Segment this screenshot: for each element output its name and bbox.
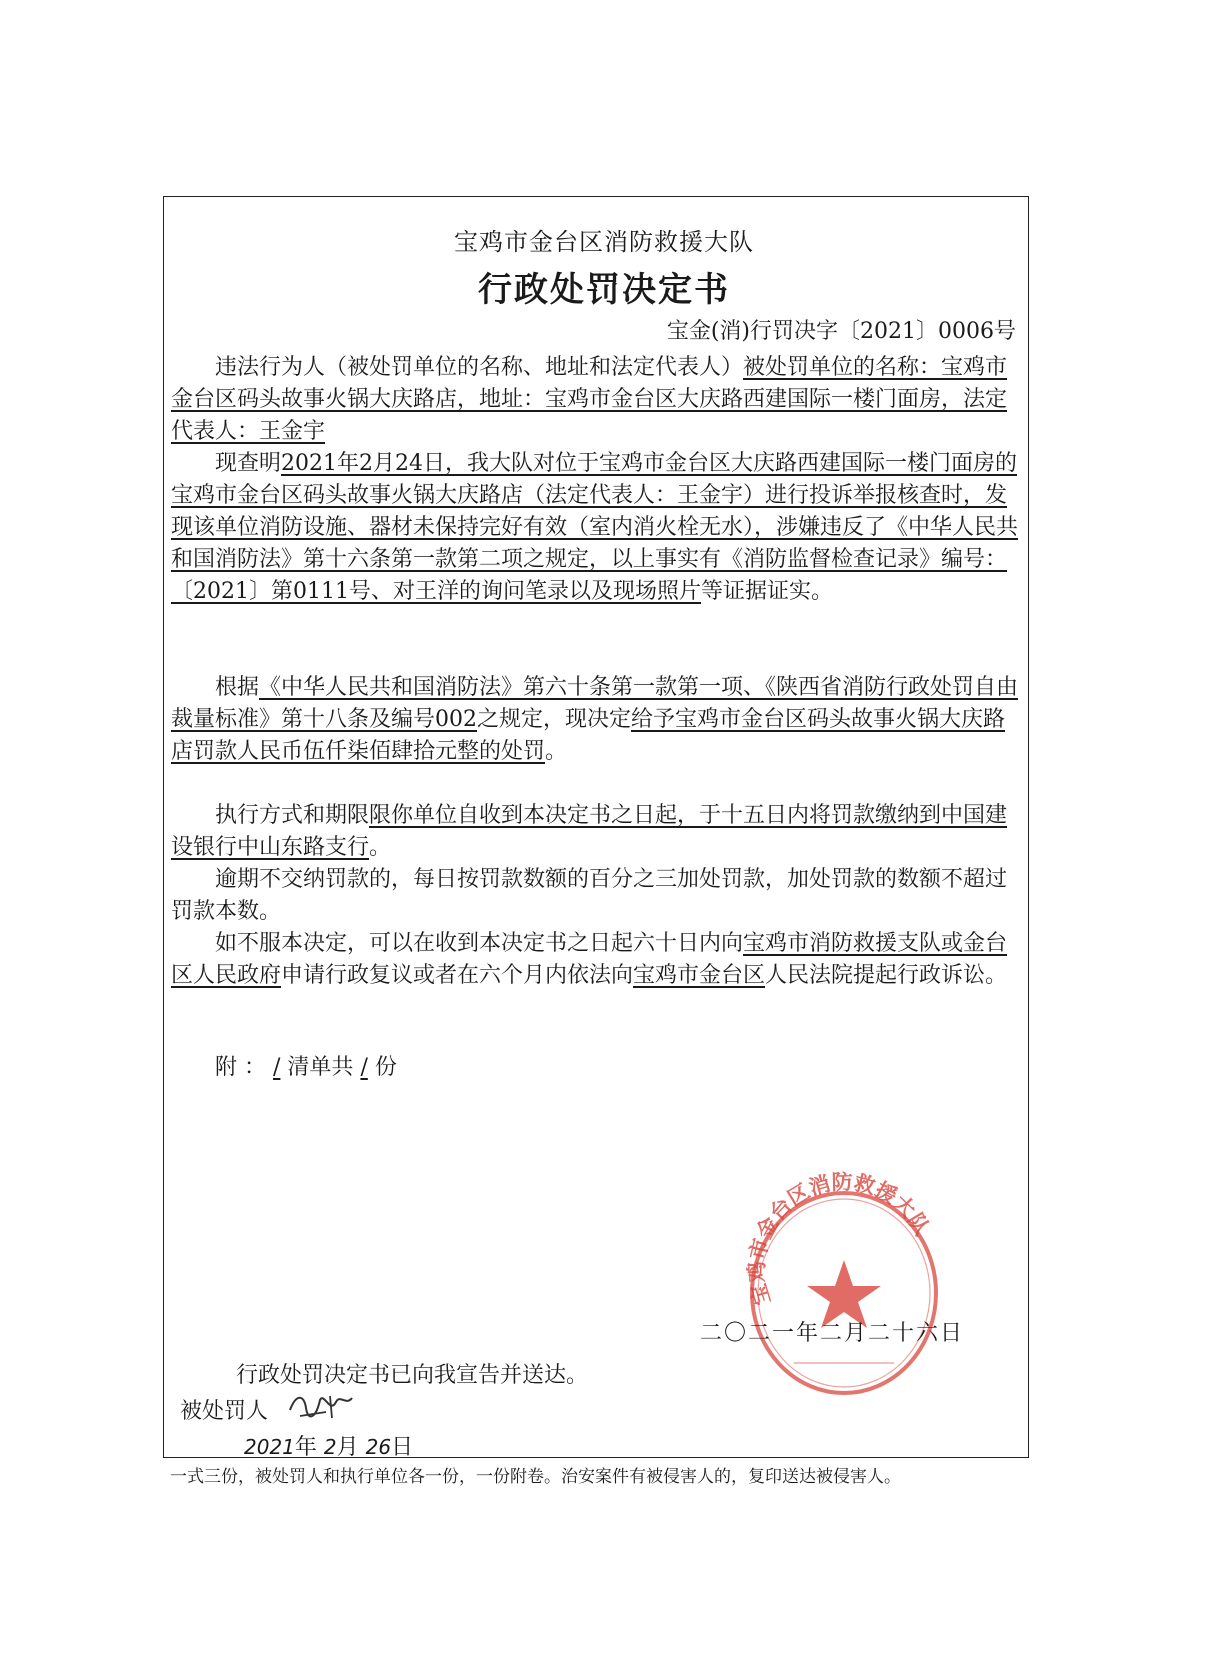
execution-terms: 限你单位自收到本决定书之日起，于十五日内将罚款缴纳到中国建设银行中山东路支行 (171, 803, 1008, 860)
footnote: 一式三份，被处罚人和执行单位各一份，一份附卷。治安案件有被侵害人的，复印送达被侵害人。 (170, 1467, 901, 1487)
late-payment-paragraph: 逾期不交纳罚款的，每日按罚款数额的百分之三加处罚款，加处罚款的数额不超过罚款本数。 (171, 867, 1008, 924)
penalty-decision: 给予宝鸡市金台区码头故事火锅大庆路店罚款人民币伍仟柒佰肆拾元整的处罚 (171, 707, 1006, 764)
issuing-organization: 宝鸡市金台区消防救援大队 (454, 228, 754, 256)
execution-lead: 执行方式和期限 (215, 803, 370, 828)
appeal-tail: 人民法院提起行政诉讼。 (765, 963, 1008, 988)
day-label: 日 (391, 1435, 414, 1460)
offender-details: 被处罚单位的名称：宝鸡市金台区码头故事火锅大庆路店，地址：宝鸡市金台区大庆路西建国际一楼门面房，法定代表人：王金宇 (171, 355, 1008, 444)
recipient-signature (286, 1388, 356, 1422)
seal-text: 宝鸡市金台区消防救援大队 (744, 1169, 936, 1309)
execution-paragraph (171, 800, 1021, 864)
month-label: 月 (336, 1435, 359, 1460)
document-title: 行政处罚决定书 (478, 270, 730, 310)
offender-paragraph (171, 352, 1021, 448)
attachment-count: / (273, 1055, 281, 1080)
appeal-lead: 如不服本决定，可以在收到本决定书之日起六十日内向 (215, 931, 744, 956)
issue-date: 二〇二一年二月二十六日 (700, 1321, 965, 1346)
receipt-month: 2 (323, 1435, 337, 1459)
evidence-list: 《消防监督检查记录》编号：〔2021〕第0111号、对王洋的询问笔录以及现场照片 (171, 547, 1008, 604)
receipt-day: 26 (365, 1435, 392, 1459)
findings-details: 2021年2月24日，我大队对位于宝鸡市金台区大庆路西建国际一楼门面房的宝鸡市金台区码头故事火锅大庆路店（法定代表人：王金宇）进行投诉举报核查时，发现该单位消防设施、器材未保持完好有效（室内消火栓无水），涉嫌违反了《中华人民共和国消防法》第十六条第一款第二项之规定，以上事实有 (171, 451, 1019, 572)
attachment-mid: 清单共 (287, 1055, 354, 1080)
decision-paragraph (171, 672, 1021, 768)
decision-lead: 之规定，现决定 (477, 707, 632, 732)
offender-lead: 违法行为人（被处罚单位的名称、地址和法定代表人） (215, 355, 744, 380)
attachment-copies: / (360, 1055, 368, 1080)
attachment-label: 附 ： (215, 1055, 266, 1080)
execution-end: 。 (369, 835, 392, 860)
findings-paragraph (171, 448, 1021, 608)
attachment-unit: 份 (374, 1055, 397, 1080)
recipient-label: 被处罚人 (180, 1399, 269, 1424)
attachment-line (215, 1050, 397, 1081)
decision-end: 。 (545, 739, 568, 764)
served-statement: 行政处罚决定书已向我宣告并送达。 (236, 1363, 589, 1388)
findings-tail: 等证据证实。 (700, 579, 833, 604)
court-location: 宝鸡市金台区 (633, 963, 766, 988)
receipt-date (244, 1430, 413, 1461)
findings-lead: 现查明 (215, 451, 282, 476)
legal-basis-lead: 根据 (215, 675, 260, 700)
appeal-mid: 申请行政复议或者在六个月内依法向 (281, 963, 634, 988)
receipt-year: 2021 (244, 1435, 295, 1459)
appeal-paragraph (171, 928, 1021, 992)
document-number: 宝金(消)行罚决字〔2021〕0006号 (666, 319, 1016, 344)
review-agency: 宝鸡市消防救援支队或金台区人民政府 (171, 931, 1008, 988)
year-label: 年 (294, 1435, 317, 1460)
legal-basis: 《中华人民共和国消防法》第六十条第一款第一项、《陕西省消防行政处罚自由裁量标准》第十八条及编号002 (171, 675, 1019, 732)
official-seal (744, 1168, 944, 1398)
